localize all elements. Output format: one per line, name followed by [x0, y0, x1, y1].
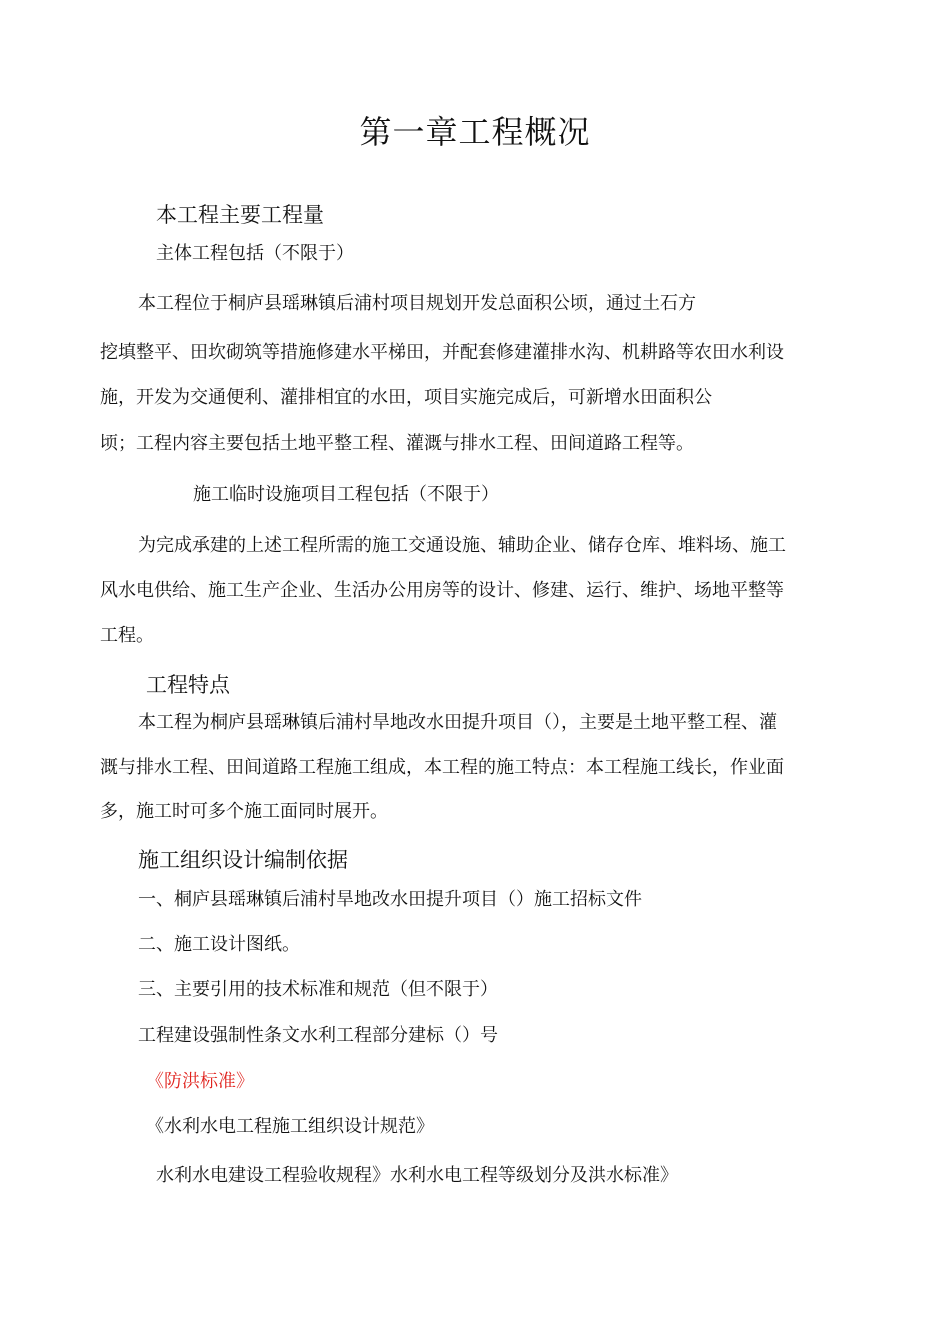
- paragraph-line: 风水电供给、施工生产企业、生活办公用房等的设计、修建、运行、维护、场地平整等: [100, 580, 784, 601]
- paragraph-line: 溉与排水工程、田间道路工程施工组成，本工程的施工特点：本工程施工线长，作业面: [100, 757, 784, 778]
- paragraph-line: 顷；工程内容主要包括土地平整工程、灌溉与排水工程、田间道路工程等。: [100, 433, 694, 454]
- section-heading-main-quantities: 本工程主要工程量: [156, 203, 324, 227]
- section-heading-basis: 施工组织设计编制依据: [138, 848, 348, 872]
- paragraph-line: 本工程为桐庐县瑶琳镇后浦村旱地改水田提升项目（），主要是土地平整工程、灌: [138, 712, 777, 733]
- basis-item: 二、施工设计图纸。: [138, 934, 300, 955]
- sub-heading-temporary-facilities: 施工临时设施项目工程包括（不限于）: [193, 484, 499, 505]
- standard-construction-design: 《水利水电工程施工组织设计规范》: [146, 1116, 434, 1137]
- standard-flood-control: 《防洪标准》: [146, 1071, 254, 1092]
- basis-item: 三、主要引用的技术标准和规范（但不限于）: [138, 979, 498, 1000]
- section-heading-features: 工程特点: [146, 673, 230, 697]
- paragraph-line: 为完成承建的上述工程所需的施工交通设施、辅助企业、储存仓库、堆料场、施工: [138, 535, 786, 556]
- chapter-title: 第一章工程概况: [359, 113, 591, 151]
- paragraph-line: 多，施工时可多个施工面同时展开。: [100, 801, 388, 822]
- paragraph-line: 挖填整平、田坎砌筑等措施修建水平梯田，并配套修建灌排水沟、机耕路等农田水利设: [100, 342, 784, 363]
- paragraph-line: 施，开发为交通便利、灌排相宜的水田，项目实施完成后，可新增水田面积公: [100, 387, 712, 408]
- basis-item: 一、桐庐县瑶琳镇后浦村旱地改水田提升项目（）施工招标文件: [138, 889, 642, 910]
- basis-item: 工程建设强制性条文水利工程部分建标（）号: [138, 1025, 498, 1046]
- sub-heading-main-works: 主体工程包括（不限于）: [156, 243, 354, 264]
- paragraph-line: 本工程位于桐庐县瑶琳镇后浦村项目规划开发总面积公顷，通过土石方: [138, 293, 696, 314]
- paragraph-line: 工程。: [100, 625, 154, 646]
- standard-acceptance-grading: 水利水电建设工程验收规程》水利水电工程等级划分及洪水标准》: [156, 1165, 678, 1186]
